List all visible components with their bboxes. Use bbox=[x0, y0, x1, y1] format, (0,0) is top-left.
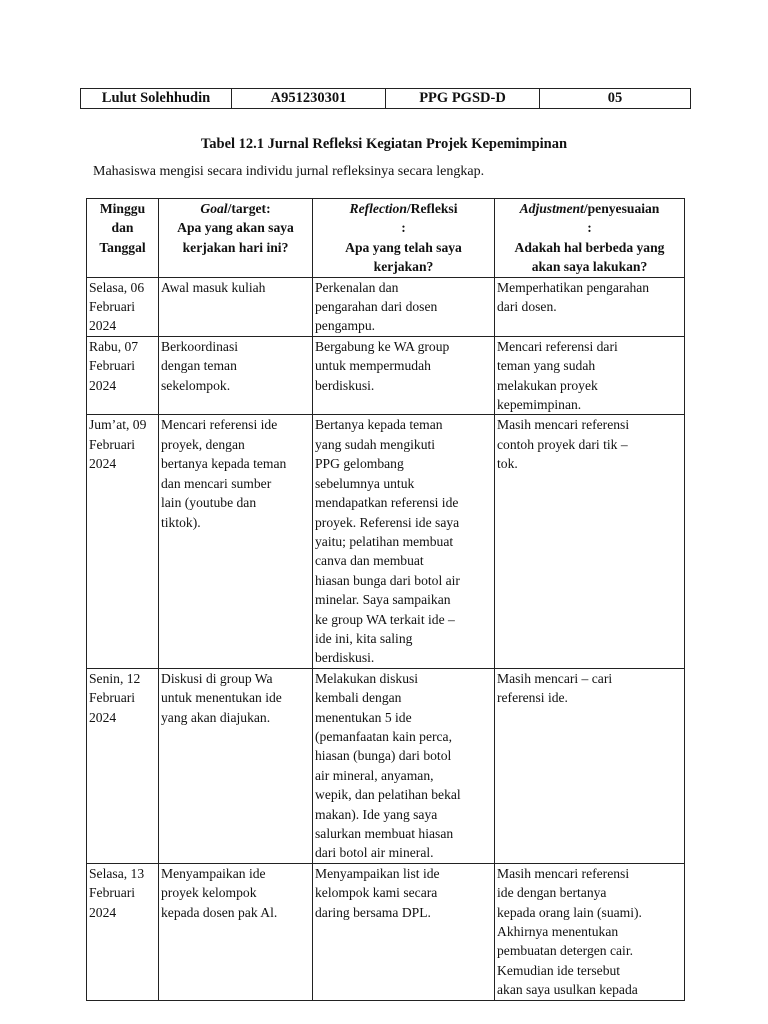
table-row bbox=[87, 415, 685, 668]
journal-header-row bbox=[87, 199, 685, 278]
table-caption: Tabel 12.1 Jurnal Refleksi Kegiatan Projek Kepemimpinan bbox=[200, 136, 568, 152]
table-row bbox=[87, 336, 685, 415]
adjustment-subtitle: : Adakah hal berbeda yang akan saya lakukan? bbox=[514, 220, 665, 275]
goal-subtitle: Apa yang akan saya kerjakan hari ini? bbox=[177, 220, 294, 255]
goal-label: /target: bbox=[227, 201, 271, 216]
column-header-date: Minggu dan Tanggal bbox=[87, 199, 159, 278]
adjustment-italic-label: Adjustment bbox=[519, 201, 584, 216]
row-adjustment: Memperhatikan pengarahan dari dosen. bbox=[495, 277, 685, 336]
row-adjustment: Mencari referensi dari teman yang sudah melakukan proyek kepemimpinan. bbox=[495, 336, 685, 415]
reflection-subtitle: : Apa yang telah saya kerjakan? bbox=[345, 220, 462, 275]
row-adjustment: Masih mencari referensi ide dengan bertanya kepada orang lain (suami). Akhirnya menentukan pembuatan detergen cair. Kemudian ide tersebut akan saya usulkan kepada bbox=[495, 863, 685, 1000]
row-reflection: Bergabung ke WA group untuk mempermudah berdiskusi. bbox=[313, 336, 495, 415]
row-goal: Awal masuk kuliah bbox=[159, 277, 313, 336]
row-goal: Diskusi di group Wa untuk menentukan ide yang akan diajukan. bbox=[159, 668, 313, 863]
row-date: Jum’at, 09 Februari 2024 bbox=[87, 415, 159, 668]
column-header-reflection bbox=[313, 199, 495, 278]
adjustment-label: /penyesuaian bbox=[583, 201, 660, 216]
row-goal: Menyampaikan ide proyek kelompok kepada dosen pak Al. bbox=[159, 863, 313, 1000]
goal-italic-label: Goal bbox=[200, 201, 228, 216]
journal-table bbox=[86, 198, 685, 1001]
row-date: Selasa, 13 Februari 2024 bbox=[87, 863, 159, 1000]
row-reflection: Melakukan diskusi kembali dengan menentukan 5 ide (pemanfaatan kain perca, hiasan (bunga) dari botol air mineral, anyaman, wepik, dan pelatihan bekal makan). Ide yang saya salurkan membuat hiasan dari botol air mineral. bbox=[313, 668, 495, 863]
table-row bbox=[87, 277, 685, 336]
row-goal: Mencari referensi ide proyek, dengan bertanya kepada teman dan mencari sumber lain (youtube dan tiktok). bbox=[159, 415, 313, 668]
student-name: Lulut Solehhudin bbox=[81, 89, 232, 109]
row-reflection: Bertanya kepada teman yang sudah mengikuti PPG gelombang sebelumnya untuk mendapatkan referensi ide proyek. Referensi ide saya yaitu; pelatihan membuat canva dan membuat hiasan bunga dari botol air minelar. Saya sampaikan ke group WA terkait ide – ide ini, kita saling berdiskusi. bbox=[313, 415, 495, 668]
intro-text: Mahasiswa mengisi secara individu jurnal refleksinya secara lengkap. bbox=[93, 164, 485, 179]
reflection-italic-label: Reflection bbox=[349, 201, 407, 216]
row-date: Selasa, 06 Februari 2024 bbox=[87, 277, 159, 336]
column-header-goal bbox=[159, 199, 313, 278]
identity-table bbox=[80, 88, 691, 109]
row-date: Rabu, 07 Februari 2024 bbox=[87, 336, 159, 415]
student-id: A951230301 bbox=[232, 89, 386, 109]
program-name: PPG PGSD-D bbox=[386, 89, 540, 109]
row-reflection: Perkenalan dan pengarahan dari dosen pengampu. bbox=[313, 277, 495, 336]
row-adjustment: Masih mencari – cari referensi ide. bbox=[495, 668, 685, 863]
column-header-adjustment bbox=[495, 199, 685, 278]
row-reflection: Menyampaikan list ide kelompok kami secara daring bersama DPL. bbox=[313, 863, 495, 1000]
row-goal: Berkoordinasi dengan teman sekelompok. bbox=[159, 336, 313, 415]
group-number: 05 bbox=[540, 89, 691, 109]
identity-row bbox=[81, 89, 691, 109]
table-row bbox=[87, 668, 685, 863]
row-date: Senin, 12 Februari 2024 bbox=[87, 668, 159, 863]
reflection-label: /Refleksi bbox=[406, 201, 458, 216]
row-adjustment: Masih mencari referensi contoh proyek dari tik – tok. bbox=[495, 415, 685, 668]
table-row bbox=[87, 863, 685, 1000]
